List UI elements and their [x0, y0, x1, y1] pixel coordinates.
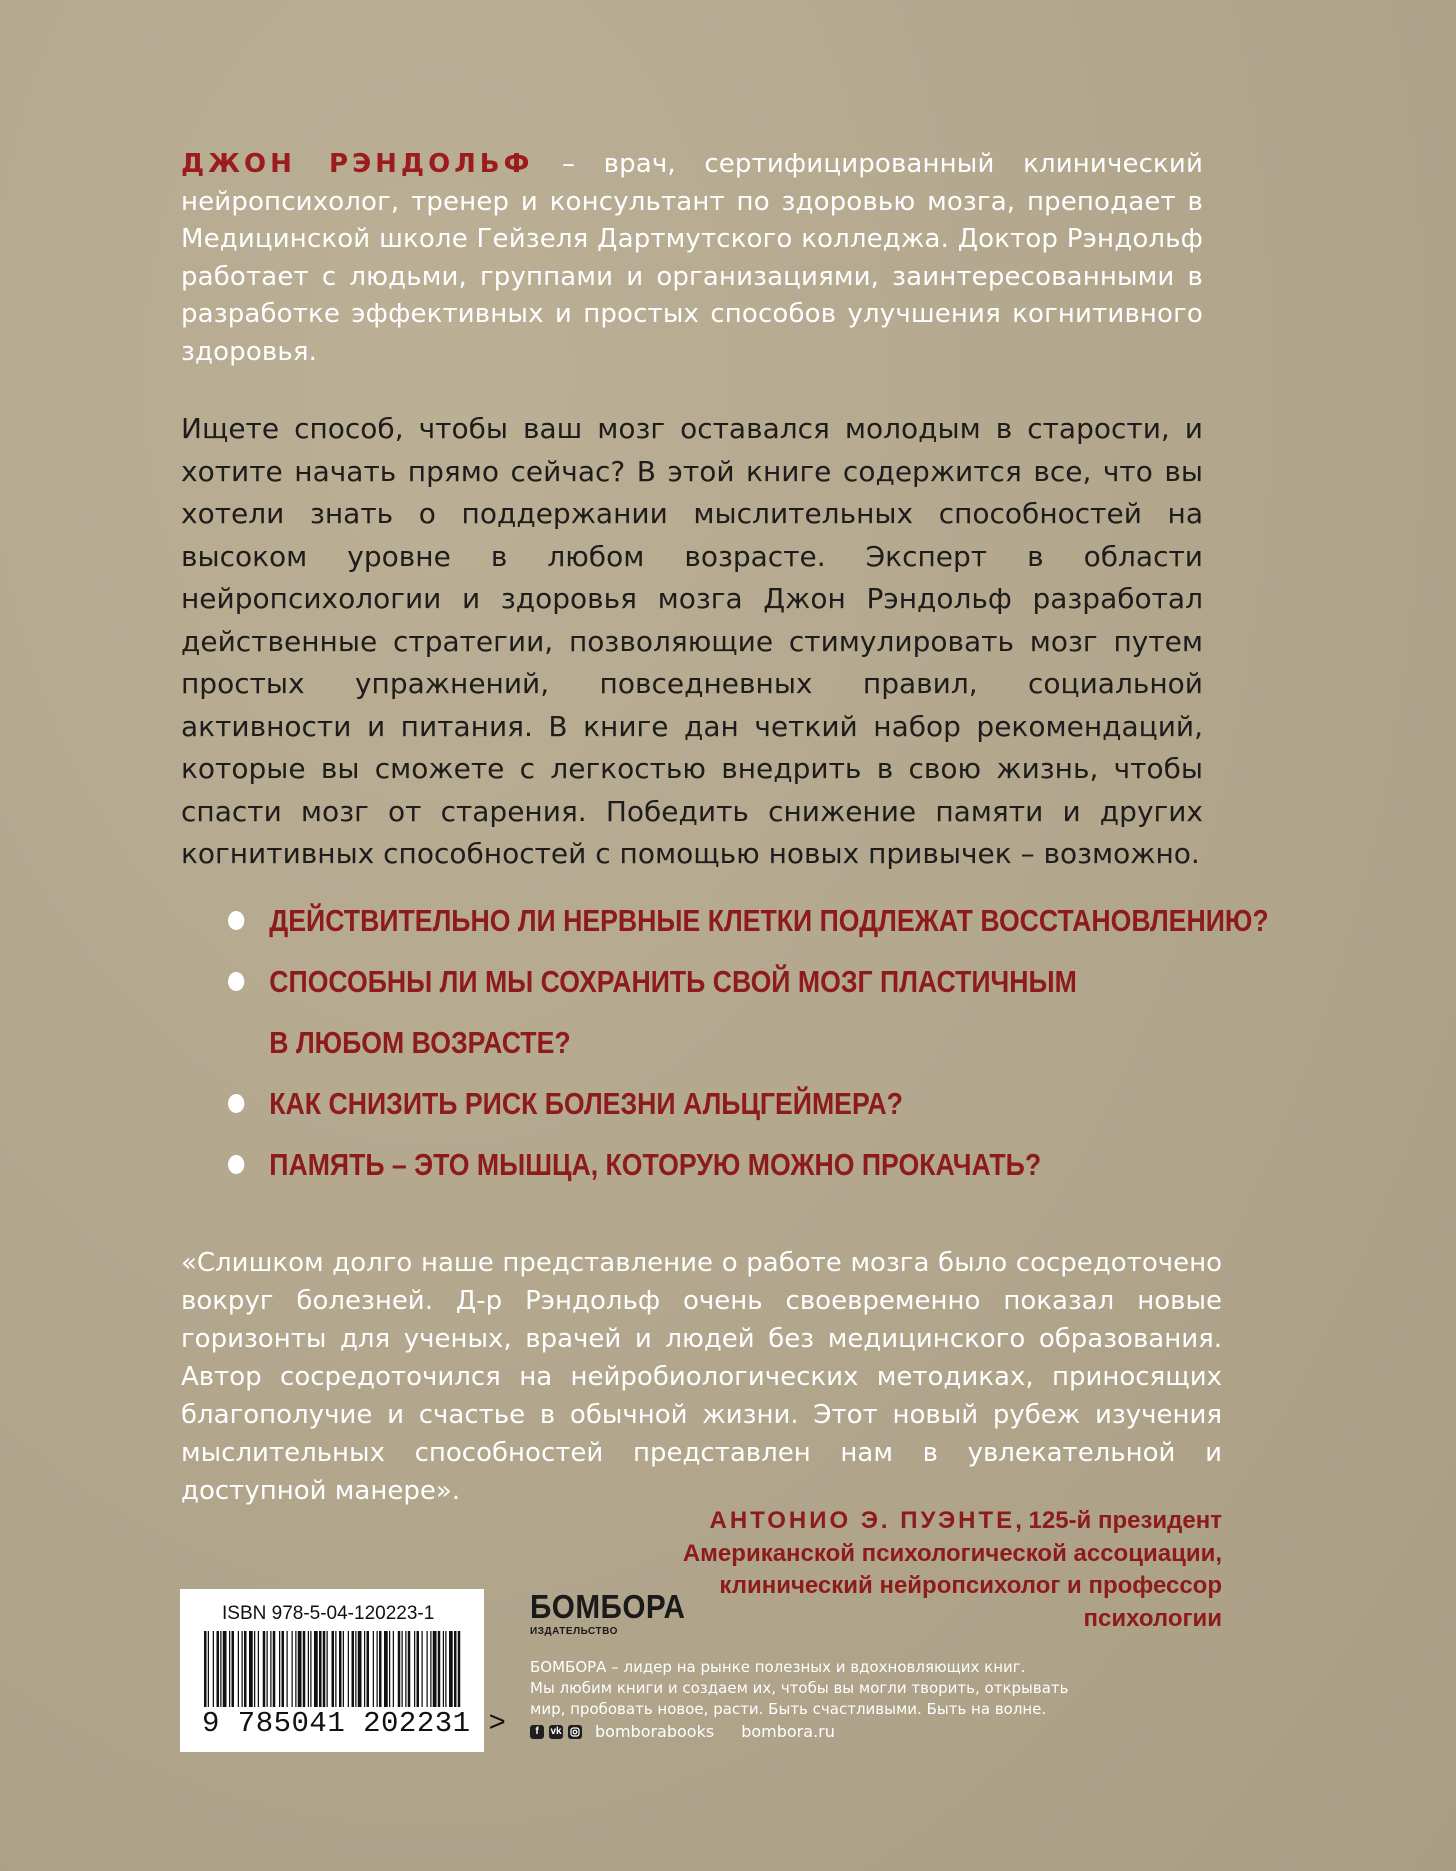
barcode-bar [310, 1631, 311, 1707]
barcode-bar [358, 1631, 362, 1707]
barcode-bar [417, 1631, 420, 1707]
barcode-bar [238, 1631, 239, 1707]
barcode-bar [355, 1631, 356, 1707]
barcode-bar [270, 1631, 271, 1707]
author-bio-text: – врач, сертифицированный клинический нейропсихолог, тренер и консультант по здоровью мозга, преподает в Медицинской школе Гейзеля Дартмутского колледжа. Доктор Рэндольф работает с людьми, группами и организациями, заинтересованными в разработке эффективных и простых способов улучшения когнитивного здоровья. [181, 149, 1204, 367]
instagram-icon[interactable] [568, 1725, 582, 1739]
barcode-bar [367, 1631, 370, 1707]
barcode-bars [204, 1631, 462, 1707]
barcode-bar [379, 1631, 382, 1707]
barcode-bar [308, 1631, 309, 1707]
barcode-bar [244, 1631, 247, 1707]
barcode-bar [258, 1631, 259, 1707]
barcode-bar [373, 1631, 374, 1707]
question-text: ДЕЙСТВИТЕЛЬНО ЛИ НЕРВНЫЕ КЛЕТКИ ПОДЛЕЖАТ ВОССТАНОВЛЕНИЮ? [269, 903, 1269, 938]
isbn-barcode [180, 1589, 507, 1752]
barcode-bar [263, 1631, 266, 1707]
barcode-bar [273, 1631, 276, 1707]
question-item [228, 890, 1269, 951]
barcode-bar [433, 1631, 437, 1707]
barcode-bar [443, 1631, 444, 1707]
barcode-bar [454, 1631, 457, 1707]
attribution-line: клинический нейропсихолог и профессор [719, 1572, 1222, 1599]
barcode-bar [298, 1631, 302, 1707]
bullet-dot-icon [228, 1155, 244, 1174]
blurb-line: БОМБОРА – лидер на рынке полезных и вдохновляющих книг. [530, 1658, 1026, 1676]
attribution-line: психологии [1083, 1604, 1222, 1632]
barcode-bar [427, 1631, 428, 1707]
barcode-bar [422, 1631, 423, 1707]
barcode-bar [339, 1631, 342, 1707]
barcode-bar [314, 1631, 318, 1707]
barcode-bar [295, 1631, 296, 1707]
bullet-dot-icon [228, 1094, 244, 1113]
question-text-continued: В ЛЮБОМ ВОЗРАСТЕ? [269, 1025, 571, 1060]
barcode-bar [408, 1631, 411, 1707]
book-description: Ищете способ, чтобы ваш мозг оставался молодым в старости, и хотите начать прямо сейчас? В этой книге содержится все, что вы хотели знать о поддержании мыслительных способностей на высоком уровне в любом возрасте. Эксперт в области нейропсихологии и здоровья мозга Джон Рэндольф разработал действенные стратегии, позволяющие стимулировать мозг путем простых упражнений, повседневных правил, социальной активности и питания. В книге дан четкий набор рекомендаций, которые вы сможете с легкостью внедрить в свою жизнь, чтобы спасти мозг от старения. Победить снижение памяти и других когнитивных способностей с помощью новых привычек – возможно. [181, 412, 1203, 870]
facebook-icon[interactable]: f [530, 1725, 544, 1739]
barcode-bar [292, 1631, 293, 1707]
barcode-bar [204, 1631, 207, 1707]
barcode-bar [217, 1631, 220, 1707]
barcode-bar [405, 1631, 406, 1707]
question-text: КАК СНИЗИТЬ РИСК БОЛЕЗНИ АЛЬЦГЕЙМЕРА? [269, 1086, 903, 1121]
barcode-bar [282, 1631, 285, 1707]
attribution-line: Американской психологической ассоциации, [682, 1539, 1222, 1567]
barcode-bar [254, 1631, 255, 1707]
barcode-bar [287, 1631, 288, 1707]
barcode-bar [393, 1631, 394, 1707]
social-handle[interactable]: bomborabooks [595, 1722, 715, 1741]
publisher-logo-word: БОМБОРА [530, 1588, 686, 1625]
social-links [530, 1722, 835, 1741]
blurb-line: мир, пробовать новое, расти. Быть счастливыми. Быть на волне. [530, 1700, 1047, 1718]
question-text: СПОСОБНЫ ЛИ МЫ СОХРАНИТЬ СВОЙ МОЗГ ПЛАСТИЧНЫМ [269, 964, 1077, 999]
question-item [228, 1134, 1097, 1195]
isbn-label: ISBN 978-5-04-120223-1 [222, 1603, 435, 1624]
barcode-bar [267, 1631, 268, 1707]
barcode-bar [364, 1631, 365, 1707]
endorsement-quote: «Слишком долго наше представление о работе мозга было сосредоточено вокруг болезней. Д-р Рэндольф очень своевременно показал новые горизонты для ученых, врачей и людей без медицинского образования. Автор сосредоточился на нейробиологических методиках, приносящих благополучие и счастье в обычной жизни. Этот новый рубеж изучения мыслительных способностей представлен нам в увлекательной и доступной манере». [181, 1248, 1222, 1506]
barcode-bar [303, 1631, 306, 1707]
barcode-bar [327, 1631, 328, 1707]
key-questions-list [228, 890, 1269, 1195]
barcode-bar [352, 1631, 355, 1707]
barcode-bar [348, 1631, 349, 1707]
barcode-bar [220, 1631, 221, 1707]
barcode-bar [343, 1631, 344, 1707]
website-link[interactable]: bombora.ru [741, 1722, 835, 1741]
barcode-bar [323, 1631, 326, 1707]
barcode-bar [335, 1631, 336, 1707]
barcode-bar [430, 1631, 431, 1707]
barcode-bar [229, 1631, 230, 1707]
question-item [228, 951, 1097, 1073]
barcode-bar [384, 1631, 388, 1707]
barcode-bar [458, 1631, 461, 1707]
barcode-bar [213, 1631, 214, 1707]
barcode-bar [398, 1631, 401, 1707]
publisher-logo [530, 1589, 703, 1637]
attribution-name: АНТОНИО Э. ПУЭНТЕ [709, 1507, 1016, 1534]
barcode-bar [438, 1631, 441, 1707]
author-name: ДЖОН РЭНДОЛЬФ [181, 149, 534, 179]
attribution-title: , 125-й президент [1015, 1507, 1222, 1534]
barcode-bar [332, 1631, 335, 1707]
barcode-bar [249, 1631, 253, 1707]
barcode-bar [223, 1631, 227, 1707]
vk-icon[interactable]: vk [550, 1726, 562, 1737]
blurb-line: Мы любим книги и создаем их, чтобы вы могли творить, открывать [530, 1679, 1069, 1697]
barcode-bar [389, 1631, 390, 1707]
bullet-dot-icon [228, 911, 244, 930]
barcode-bar [449, 1631, 453, 1707]
barcode-bar [414, 1631, 415, 1707]
publisher-blurb [530, 1657, 1070, 1720]
publisher-logo-subtitle: ИЗДАТЕЛЬСТВО [530, 1626, 618, 1637]
quote-attribution [662, 1505, 1222, 1635]
barcode-bar [208, 1631, 209, 1707]
barcode-bar [232, 1631, 235, 1707]
barcode-bar [377, 1631, 378, 1707]
barcode-bar [242, 1631, 243, 1707]
barcode-bar [319, 1631, 322, 1707]
barcode-bar [279, 1631, 280, 1707]
question-text: ПАМЯТЬ – ЭТО МЫШЦА, КОТОРУЮ МОЖНО ПРОКАЧАТЬ? [269, 1147, 1042, 1182]
barcode-digits: 9 785041 202231 > [202, 1707, 507, 1740]
question-item [228, 1073, 1097, 1134]
barcode-bar [445, 1631, 446, 1707]
attribution-first-line [662, 1505, 1222, 1538]
bullet-dot-icon [228, 972, 244, 991]
barcode-bar [402, 1631, 403, 1707]
author-bio [181, 146, 1203, 371]
